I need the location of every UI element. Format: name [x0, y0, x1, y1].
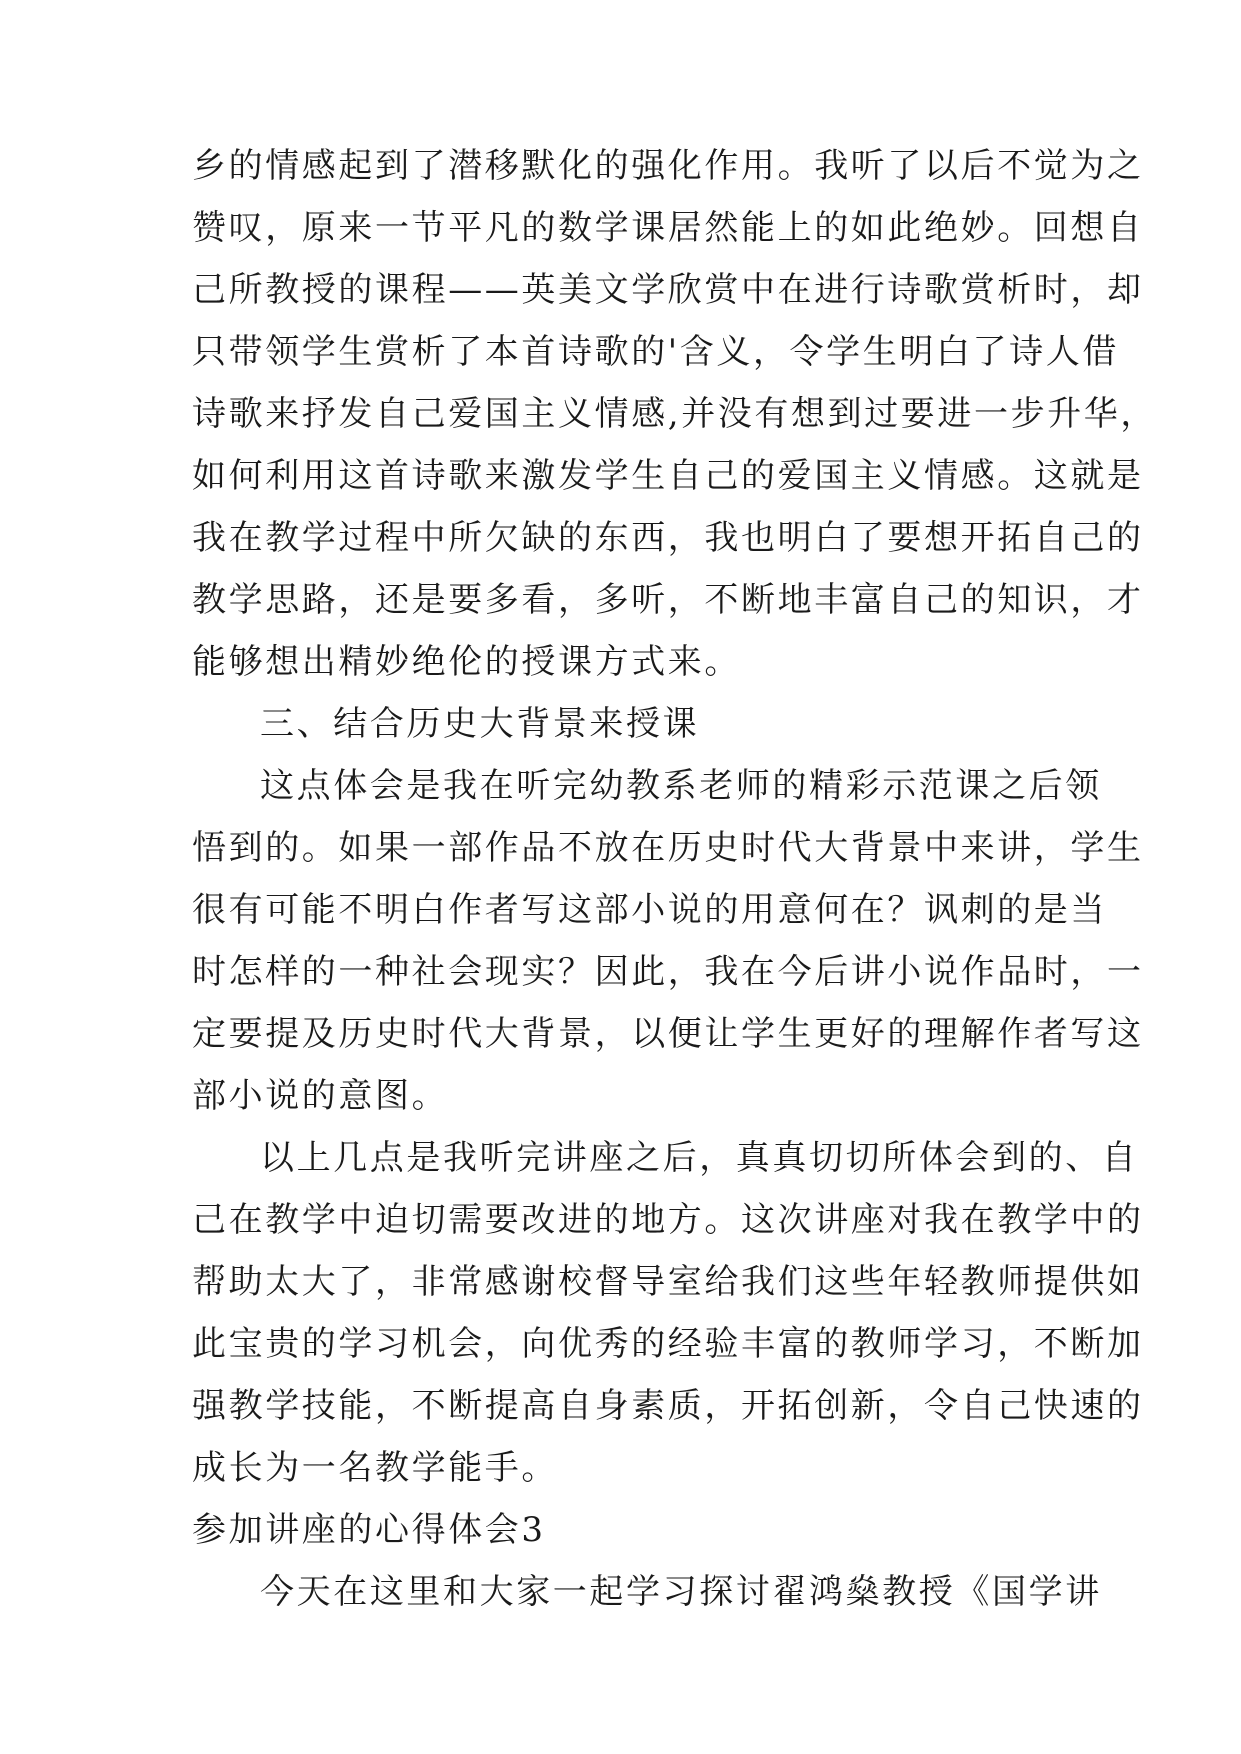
paragraph-first-line: 今天在这里和大家一起学习探讨翟鸿燊教授《国学讲 — [260, 1572, 1102, 1612]
paragraph-first-line: 这点体会是我在听完幼教系老师的精彩示范课之后领 — [260, 766, 1102, 806]
document-title: 参加讲座的心得体会3 — [192, 1510, 546, 1550]
body-text-line: 诗歌来抒发自己爱国主义情感,并没有想到过要进一步升华， — [192, 394, 1158, 434]
paragraph-first-line: 以上几点是我听完讲座之后，真真切切所体会到的、自 — [260, 1138, 1139, 1178]
body-text-line: 部小说的意图。 — [192, 1076, 449, 1116]
body-text-line: 己在教学中迫切需要改进的地方。这次讲座对我在教学中的 — [192, 1200, 1144, 1240]
body-text-line: 强教学技能，不断提高自身素质，开拓创新，令自己快速的 — [192, 1386, 1144, 1426]
body-text-line: 定要提及历史时代大背景，以便让学生更好的理解作者写这 — [192, 1014, 1144, 1054]
body-text-line: 此宝贵的学习机会，向优秀的经验丰富的教师学习，不断加 — [192, 1324, 1144, 1364]
body-text-line: 己所教授的课程——英美文学欣赏中在进行诗歌赏析时，却 — [192, 270, 1144, 310]
body-text-line: 时怎样的一种社会现实？因此，我在今后讲小说作品时，一 — [192, 952, 1144, 992]
body-text-line: 如何利用这首诗歌来激发学生自己的爱国主义情感。这就是 — [192, 456, 1144, 496]
body-text-line: 我在教学过程中所欠缺的东西，我也明白了要想开拓自己的 — [192, 518, 1144, 558]
body-text-line: 悟到的。如果一部作品不放在历史时代大背景中来讲，学生 — [192, 828, 1144, 868]
body-text-line: 只带领学生赏析了本首诗歌的'含义，令学生明白了诗人借 — [192, 332, 1119, 372]
body-text-line: 很有可能不明白作者写这部小说的用意何在？讽刺的是当 — [192, 890, 1107, 930]
section-heading: 三、结合历史大背景来授课 — [260, 704, 700, 744]
body-text-line: 帮助太大了，非常感谢校督导室给我们这些年轻教师提供如 — [192, 1262, 1144, 1302]
body-text-line: 乡的情感起到了潜移默化的强化作用。我听了以后不觉为之 — [192, 146, 1144, 186]
body-text-line: 成长为一名教学能手。 — [192, 1448, 558, 1488]
body-text-line: 赞叹，原来一节平凡的数学课居然能上的如此绝妙。回想自 — [192, 208, 1144, 248]
body-text-line: 能够想出精妙绝伦的授课方式来。 — [192, 642, 741, 682]
body-text-line: 教学思路，还是要多看，多听，不断地丰富自己的知识，才 — [192, 580, 1144, 620]
